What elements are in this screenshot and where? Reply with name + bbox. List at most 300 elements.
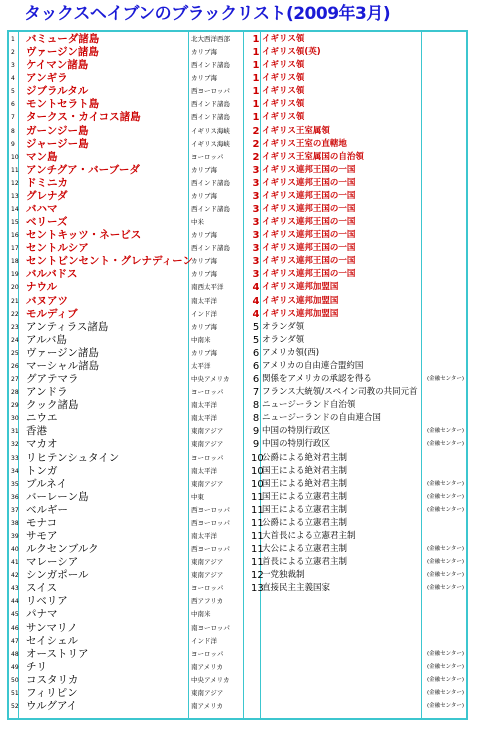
region: カリブ海 [191, 48, 217, 57]
table-row [9, 556, 466, 569]
region: 中央アメリカ [191, 675, 230, 684]
row-number: 39 [11, 532, 19, 540]
row-number: 24 [11, 336, 19, 344]
country-name: サモア [26, 529, 58, 542]
row-number: 9 [11, 140, 15, 148]
table-row [9, 177, 466, 190]
category-number: 5 [252, 334, 260, 346]
note: (金融センター) [427, 506, 465, 513]
region: 中央アメリカ [191, 375, 230, 384]
table-row [9, 569, 466, 582]
table-row [9, 425, 466, 438]
country-name: クック諸島 [26, 399, 79, 412]
country-name: アンギラ [26, 72, 68, 85]
row-number: 26 [11, 362, 19, 370]
category-number: 11 [251, 517, 264, 529]
status: イギリス領 [262, 34, 305, 44]
status: オランダ領 [262, 334, 305, 345]
table-row [9, 386, 466, 399]
table-row [9, 229, 466, 242]
category-number: 3 [252, 230, 260, 242]
category-number: 9 [252, 426, 260, 438]
table-row [9, 635, 466, 648]
status: イギリス領(英) [262, 47, 321, 58]
status: イギリス領 [262, 99, 305, 110]
country-name: ヴァージン諸島 [26, 46, 99, 59]
category-number: 3 [252, 190, 260, 202]
country-name: ドミニカ [26, 176, 68, 189]
region: イギリス海峡 [191, 139, 230, 148]
region: イギリス海峡 [191, 126, 230, 135]
row-number: 35 [11, 480, 19, 488]
status: イギリス連邦加盟国 [262, 295, 339, 306]
row-number: 10 [11, 153, 19, 161]
status: 関係をアメリカの承認を得る [262, 374, 372, 385]
status: 大首長による立憲君主制 [262, 530, 356, 541]
category-number: 10 [251, 478, 264, 490]
table-row [9, 478, 466, 491]
region: インド洋 [191, 636, 217, 645]
status: イギリス領 [262, 112, 305, 123]
table-row [9, 530, 466, 543]
row-number: 36 [11, 493, 19, 501]
table-row [9, 412, 466, 425]
category-number: 11 [251, 530, 264, 542]
table-row [9, 465, 466, 478]
country-name: アンドラ [26, 386, 68, 399]
table-row [9, 242, 466, 255]
note: (金融センター) [427, 441, 465, 448]
status: イギリス連邦王国の一国 [262, 204, 356, 215]
note: (金融センター) [427, 376, 465, 383]
status: イギリス連邦王国の一国 [262, 217, 356, 228]
region: カリブ海 [191, 322, 217, 331]
category-number: 1 [252, 34, 260, 45]
country-name: マカオ [26, 438, 58, 451]
country-name: ブルネイ [26, 477, 68, 490]
status: イギリス王室属領 [262, 125, 330, 136]
table-row [9, 491, 466, 504]
category-number: 4 [252, 282, 260, 294]
status: 国王による立憲君主制 [262, 491, 348, 502]
category-number: 5 [252, 321, 260, 333]
row-number: 3 [11, 62, 15, 70]
row-number: 27 [11, 376, 19, 384]
country-name: セイシェル [26, 634, 78, 647]
note: (金融センター) [427, 559, 465, 566]
country-name: モルディブ [26, 307, 78, 320]
table-row [9, 308, 466, 321]
country-name: シンガポール [26, 569, 89, 582]
country-name: アルバ島 [26, 333, 67, 346]
category-number: 3 [252, 177, 260, 189]
category-number: 10 [251, 452, 264, 464]
category-number: 9 [252, 439, 260, 451]
region: インド洋 [191, 309, 217, 318]
category-number: 13 [251, 583, 264, 595]
row-number: 20 [11, 284, 19, 292]
status: イギリス連邦王国の一国 [262, 177, 356, 188]
table-row [9, 504, 466, 517]
table-body [9, 33, 466, 713]
region: カリブ海 [191, 165, 217, 174]
row-number: 8 [11, 127, 15, 135]
row-number: 47 [11, 637, 19, 645]
status: アメリカ領(西) [262, 347, 320, 358]
country-name: バーレーン島 [26, 490, 89, 503]
table-row [9, 648, 466, 661]
note: (金融センター) [427, 572, 465, 579]
row-number: 40 [11, 546, 19, 554]
region: カリブ海 [191, 231, 217, 240]
table-row [9, 438, 466, 451]
country-name: マン島 [26, 150, 58, 163]
category-number: 1 [252, 60, 260, 72]
table-row [9, 295, 466, 308]
status: ニュージーランドの自由連合国 [262, 413, 381, 424]
category-number: 1 [252, 73, 260, 85]
country-name: スイス [26, 582, 58, 595]
table-row [9, 687, 466, 700]
table-row [9, 334, 466, 347]
category-number: 4 [252, 295, 260, 307]
page-title: タックスヘイブンのブラックリスト(2009年3月) [24, 4, 391, 24]
region: カリブ海 [191, 191, 217, 200]
region: 北大西洋西部 [191, 35, 230, 43]
region: 西インド諸島 [191, 113, 230, 122]
status: イギリス連邦王国の一国 [262, 269, 356, 280]
region: 東南アジア [191, 440, 224, 449]
region: 西インド諸島 [191, 244, 230, 253]
country-name: ルクセンブルク [26, 543, 99, 556]
status: イギリス連邦王国の一国 [262, 243, 356, 254]
region: 西インド諸島 [191, 100, 230, 109]
row-number: 33 [11, 454, 19, 462]
status: イギリス連邦王国の一国 [262, 230, 356, 241]
region: 南アメリカ [191, 701, 224, 710]
region: 中東 [191, 492, 204, 501]
table-row [9, 46, 466, 59]
category-number: 2 [252, 151, 260, 163]
category-number: 11 [251, 557, 264, 569]
row-number: 11 [11, 166, 19, 174]
row-number: 31 [11, 428, 19, 436]
category-number: 1 [252, 99, 260, 111]
row-number: 5 [11, 88, 15, 96]
country-name: ナウル [26, 281, 58, 294]
row-number: 6 [11, 101, 15, 109]
category-number: 7 [252, 387, 260, 399]
category-number: 10 [251, 465, 264, 477]
category-number: 6 [252, 347, 260, 359]
status: 公爵による絶対君主制 [262, 452, 348, 463]
row-number: 46 [11, 624, 19, 632]
row-number: 2 [11, 49, 15, 57]
table-row [9, 33, 466, 46]
region: カリブ海 [191, 257, 217, 266]
table-row [9, 622, 466, 635]
row-number: 21 [11, 297, 19, 305]
country-name: モナコ [26, 516, 58, 529]
status: 首長による立憲君主制 [262, 557, 348, 568]
table-row [9, 661, 466, 674]
category-number: 6 [252, 374, 260, 386]
status: 直接民主主義国家 [262, 583, 331, 594]
row-number: 17 [11, 245, 19, 253]
row-number: 14 [11, 206, 19, 214]
note: (金融センター) [427, 546, 465, 553]
table-row [9, 138, 466, 151]
region: 南ヨーロッパ [191, 623, 230, 632]
region: 東南アジア [191, 479, 224, 488]
table-row [9, 360, 466, 373]
region: ヨーロッパ [191, 649, 224, 658]
note: (金融センター) [427, 428, 465, 435]
row-number: 18 [11, 258, 19, 266]
table-row [9, 347, 466, 360]
status: イギリス領 [262, 73, 305, 84]
row-number: 25 [11, 349, 19, 357]
category-number: 3 [252, 269, 260, 281]
region: 中南米 [191, 610, 211, 619]
country-name: バハマ [26, 203, 58, 216]
row-number: 29 [11, 402, 19, 410]
country-name: バルバドス [26, 268, 78, 281]
region: カリブ海 [191, 74, 217, 83]
row-number: 41 [11, 559, 19, 567]
country-name: バヌアツ [26, 294, 68, 307]
category-number: 11 [251, 544, 264, 556]
country-name: ジャージー島 [26, 137, 89, 150]
table-row [9, 98, 466, 111]
category-number: 8 [252, 413, 260, 425]
row-number: 51 [11, 689, 19, 697]
region: ヨーロッパ [191, 152, 224, 161]
category-number: 3 [252, 243, 260, 255]
region: 南太平洋 [191, 531, 217, 540]
status: イギリス連邦加盟国 [262, 282, 339, 293]
table-row [9, 452, 466, 465]
table-row [9, 203, 466, 216]
table-row [9, 72, 466, 85]
country-name: トンガ [26, 464, 58, 477]
row-number: 1 [11, 36, 15, 43]
row-number: 38 [11, 519, 19, 527]
status: イギリス領 [262, 60, 305, 71]
country-name: グアテマラ [26, 373, 79, 386]
country-name: ジブラルタル [26, 85, 89, 98]
row-number: 49 [11, 663, 19, 671]
region: 中米 [191, 218, 204, 227]
note: (金融センター) [427, 493, 465, 500]
category-number: 8 [252, 400, 260, 412]
region: 東南アジア [191, 688, 224, 697]
country-name: コスタリカ [26, 673, 79, 686]
category-number: 1 [252, 86, 260, 98]
region: ヨーロッパ [191, 453, 224, 462]
country-name: マーシャル諸島 [26, 359, 100, 372]
row-number: 50 [11, 676, 19, 684]
category-number: 11 [251, 504, 264, 516]
region: カリブ海 [191, 270, 217, 279]
region: 西インド諸島 [191, 205, 230, 214]
table-row [9, 216, 466, 229]
row-number: 22 [11, 310, 19, 318]
country-name: チリ [26, 660, 47, 673]
table-row [9, 125, 466, 138]
status: イギリス王室の直轄地 [262, 138, 347, 149]
region: 西アフリカ [191, 597, 224, 606]
country-name: セントキッツ・ネービス [26, 229, 142, 242]
table-row [9, 517, 466, 530]
row-number: 37 [11, 506, 19, 514]
status: イギリス連邦王国の一国 [262, 256, 356, 267]
row-number: 44 [11, 598, 19, 606]
country-name: マレーシア [26, 556, 79, 569]
region: ヨーロッパ [191, 584, 224, 593]
category-number: 3 [252, 256, 260, 268]
region: 中南米 [191, 335, 211, 344]
note: (金融センター) [427, 585, 465, 592]
status: イギリス連邦加盟国 [262, 308, 339, 319]
table-row [9, 321, 466, 334]
status: 中国の特別行政区 [262, 426, 331, 437]
category-number: 2 [252, 125, 260, 137]
country-name: アンティラス諸島 [26, 320, 109, 333]
status: フランス大統領/スペイン司教の共同元首 [262, 387, 418, 398]
country-name: オーストリア [26, 647, 89, 660]
region: 東南アジア [191, 558, 224, 567]
region: 西ヨーロッパ [191, 505, 230, 514]
status: イギリス連邦王国の一国 [262, 190, 356, 201]
row-number: 15 [11, 219, 19, 227]
status: 公爵による立憲君主制 [262, 517, 348, 528]
table-row [9, 373, 466, 386]
country-name: ベルギー [26, 503, 68, 516]
table-row [9, 582, 466, 595]
country-name: モントセラト島 [26, 98, 100, 111]
country-name: ケイマン諸島 [26, 59, 89, 72]
region: 南太平洋 [191, 296, 217, 305]
table-row [9, 674, 466, 687]
row-number: 43 [11, 585, 19, 593]
row-number: 23 [11, 323, 19, 331]
category-number: 1 [252, 112, 260, 124]
table-row [9, 608, 466, 621]
row-number: 7 [11, 114, 15, 122]
row-number: 34 [11, 467, 19, 475]
category-number: 3 [252, 164, 260, 176]
country-name: ヴァージン諸島 [26, 346, 99, 359]
region: 西インド諸島 [191, 61, 230, 70]
note: (金融センター) [427, 676, 465, 683]
table-row [9, 111, 466, 124]
status: アメリカの自由連合盟約国 [262, 360, 364, 371]
region: 南太平洋 [191, 414, 217, 423]
category-number: 12 [251, 570, 264, 582]
row-number: 45 [11, 611, 19, 619]
table-row [9, 151, 466, 164]
note: (金融センター) [427, 650, 465, 657]
status: オランダ領 [262, 321, 305, 332]
table-row [9, 700, 466, 713]
table-row [9, 59, 466, 72]
table-row [9, 399, 466, 412]
country-name: サンマリノ [26, 621, 78, 634]
row-number: 52 [11, 702, 19, 710]
country-name: タークス・カイコス諸島 [26, 111, 141, 124]
table-row [9, 543, 466, 556]
status: 中国の特別行政区 [262, 439, 331, 450]
region: 西インド諸島 [191, 178, 230, 187]
country-name: ベリーズ [26, 216, 68, 229]
table-row [9, 164, 466, 177]
table-row [9, 268, 466, 281]
category-number: 3 [252, 204, 260, 216]
category-number: 2 [252, 138, 260, 150]
status: イギリス王室属国の自治領 [262, 151, 364, 162]
region: 西ヨーロッパ [191, 87, 230, 96]
country-name: ニウエ [26, 412, 58, 425]
note: (金融センター) [427, 480, 465, 487]
region: ヨーロッパ [191, 388, 224, 397]
country-name: セントビンセント・グレナディーン [26, 255, 193, 268]
status: 国王による絶対君主制 [262, 465, 348, 476]
region: 太平洋 [191, 361, 211, 370]
table-row [9, 595, 466, 608]
country-name: グレナダ [26, 189, 68, 202]
row-number: 19 [11, 271, 19, 279]
row-number: 12 [11, 179, 19, 187]
region: 西ヨーロッパ [191, 545, 230, 554]
country-name: フィリピン [26, 686, 78, 699]
region: 東南アジア [191, 427, 224, 436]
country-name: セントルシア [26, 242, 89, 255]
row-number: 32 [11, 441, 19, 449]
country-name: アンチグア・バーブーダ [26, 163, 140, 176]
region: 南太平洋 [191, 401, 217, 410]
region: 西ヨーロッパ [191, 518, 230, 527]
region: 南太平洋 [191, 466, 217, 475]
note: (金融センター) [427, 689, 465, 696]
category-number: 3 [252, 217, 260, 229]
table-row [9, 281, 466, 294]
row-number: 30 [11, 415, 19, 423]
table-row [9, 190, 466, 203]
status: 国王による絶対君主制 [262, 478, 348, 489]
category-number: 1 [252, 47, 260, 59]
row-number: 42 [11, 572, 19, 580]
table-row [9, 85, 466, 98]
category-number: 6 [252, 360, 260, 372]
country-name: リヒテンシュタイン [26, 451, 120, 464]
status: 国王による立憲君主制 [262, 504, 348, 515]
status: イギリス連邦王国の一国 [262, 164, 356, 175]
category-number: 4 [252, 308, 260, 320]
region: カリブ海 [191, 348, 217, 357]
country-name: 香港 [26, 425, 47, 438]
row-number: 13 [11, 192, 19, 200]
row-number: 48 [11, 650, 19, 658]
note: (金融センター) [427, 702, 465, 709]
category-number: 11 [251, 491, 264, 503]
country-name: ウルグアイ [26, 699, 78, 712]
note: (金融センター) [427, 663, 465, 670]
country-name: パナマ [26, 608, 58, 621]
status: 一党独裁制 [262, 570, 305, 581]
country-name: バミューダ諸島 [26, 33, 100, 45]
row-number: 16 [11, 232, 19, 240]
